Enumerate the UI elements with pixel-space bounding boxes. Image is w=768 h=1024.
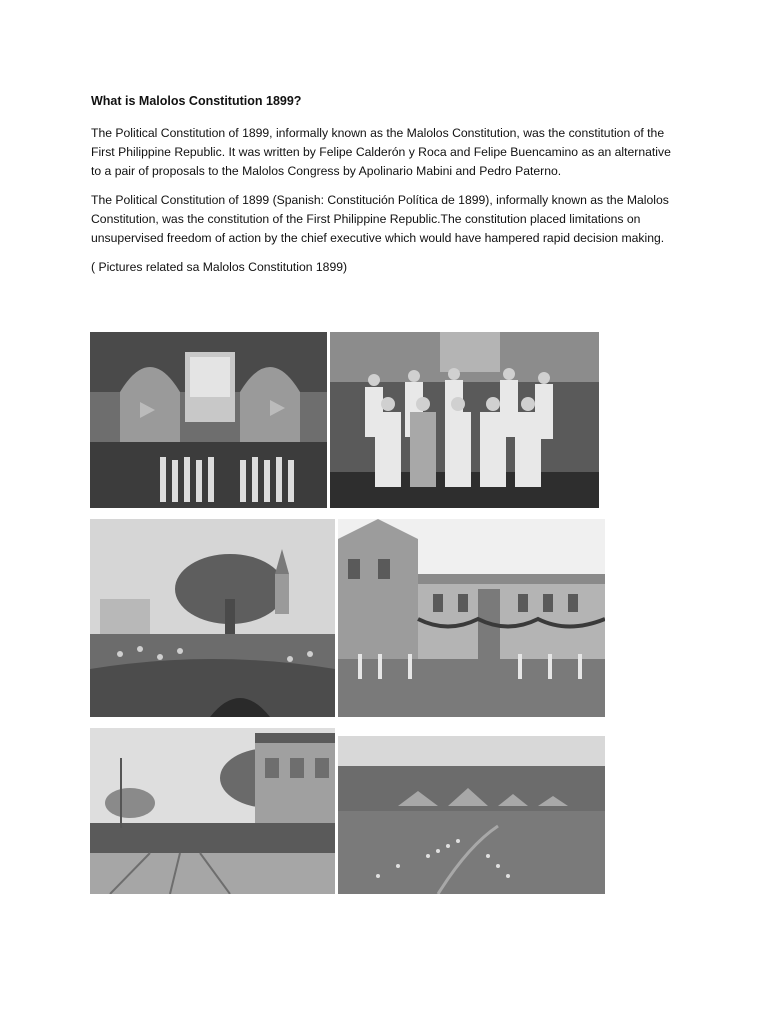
- document-heading: What is Malolos Constitution 1899?: [91, 94, 302, 108]
- photo-building-facade: [338, 519, 605, 717]
- paragraph-2: The Political Constitution of 1899 (Spanish: Constitución Política de 1899), informally known as the Malolos Constitution, was the constitution of the First Philippine Republic.The constitution placed limitations on unsupervised freedom of action by the chief executive which would have hampered rapid decision making.: [91, 193, 669, 245]
- photo-street-soldiers: [90, 728, 335, 894]
- paragraph-1: The Political Constitution of 1899, informally known as the Malolos Constitution, was the constitution of the First Philippine Republic. It was written by Felipe Calderón y Roca and Felipe Buencamino as an alternative to a pair of proposals to the Malolos Congress by Apolinario Mabini and Pedro Paterno.: [91, 126, 671, 178]
- photo-group-portrait: [330, 332, 599, 508]
- photo-field-crowd: [338, 736, 605, 894]
- text-block: [91, 92, 681, 287]
- pictures-caption: ( Pictures related sa Malolos Constitution 1899): [91, 260, 348, 274]
- photo-church-interior: [90, 332, 327, 508]
- photo-crowd-bridge: [90, 519, 335, 717]
